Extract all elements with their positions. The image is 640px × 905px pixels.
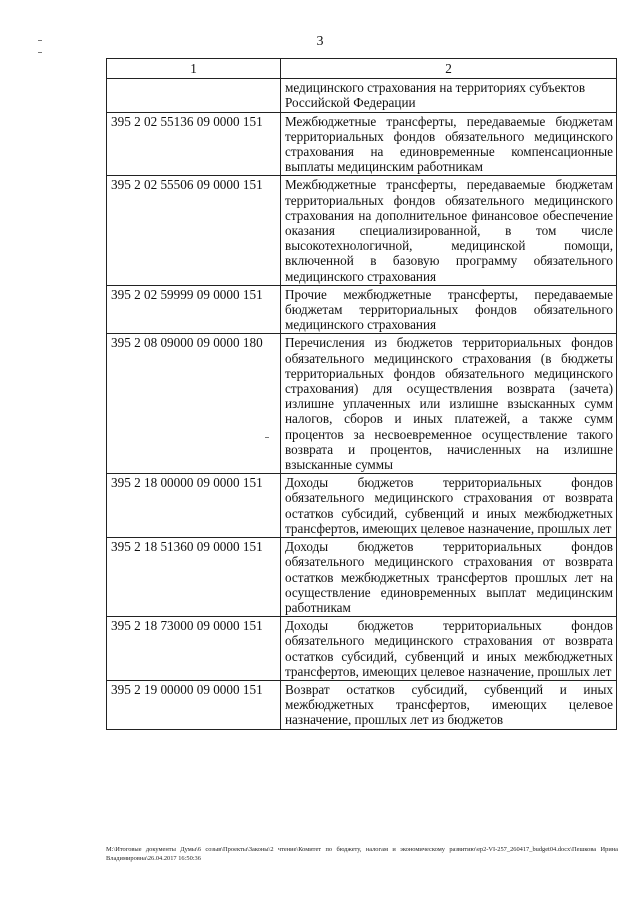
- budget-code: 395 2 19 00000 09 0000 151: [107, 680, 281, 729]
- budget-description: медицинского страхования на территориях субъектов Российской Федерации: [281, 79, 617, 112]
- budget-code: 395 2 02 55136 09 0000 151: [107, 112, 281, 176]
- table-row: [107, 680, 617, 729]
- budget-code: [107, 79, 281, 112]
- budget-code: 395 2 08 09000 09 0000 180: [107, 334, 281, 474]
- table-row: [107, 538, 617, 617]
- column-header-1: 1: [107, 59, 281, 79]
- budget-description: Доходы бюджетов территориальных фондов обязательного медицинского страхования от возврата остатков субсидий, субвенций и иных межбюджетных трансфертов, имеющих целевое назначение, прошлых лет: [281, 474, 617, 538]
- table-row: [107, 285, 617, 334]
- scan-mark: [38, 40, 42, 41]
- budget-codes-table: [106, 58, 617, 730]
- budget-description: Доходы бюджетов территориальных фондов обязательного медицинского страхования от возврата остатков межбюджетных трансфертов прошлых лет на осуществление единовременных выплат медицинским работникам: [281, 538, 617, 617]
- table-row: [107, 176, 617, 285]
- budget-code: 395 2 02 59999 09 0000 151: [107, 285, 281, 334]
- scan-mark: [38, 52, 42, 53]
- budget-description: Прочие межбюджетные трансферты, передаваемые бюджетам территориальных фондов обязательного медицинского страхования: [281, 285, 617, 334]
- budget-code: 395 2 18 00000 09 0000 151: [107, 474, 281, 538]
- table-row: [107, 617, 617, 681]
- budget-description: Межбюджетные трансферты, передаваемые бюджетам территориальных фондов обязательного медицинского страхования на дополнительное финансовое обеспечение оказания специализированной, в том числе высокотехнологичной, медицинской помощи, включенной в базовую программу обязательного медицинского страхования: [281, 176, 617, 285]
- page-number: 3: [316, 34, 324, 49]
- table-row: [107, 334, 617, 474]
- document-path-footer: М:\Итоговые документы Думы\6 созыв\Проекты\Законы\2 чтение\Комитет по бюджету, налогам и экономическому развитию\ер2-VI-257_260417_budget04.docx\Пешкова Ирина Владимировна\26.04.2017 16:50:36: [106, 846, 618, 862]
- budget-description: Доходы бюджетов территориальных фондов обязательного медицинского страхования от возврата остатков субсидий, субвенций и иных межбюджетных трансфертов, имеющих целевое назначение, прошлых лет: [281, 617, 617, 681]
- table-row: [107, 112, 617, 176]
- budget-description: Возврат остатков субсидий, субвенций и иных межбюджетных трансфертов, имеющих целевое назначение, прошлых лет из бюджетов: [281, 680, 617, 729]
- table-row: [107, 474, 617, 538]
- budget-code: 395 2 02 55506 09 0000 151: [107, 176, 281, 285]
- column-header-2: 2: [281, 59, 617, 79]
- table-row: [107, 79, 617, 112]
- budget-description: Межбюджетные трансферты, передаваемые бюджетам территориальных фондов обязательного медицинского страхования на единовременные компенсационные выплаты медицинским работникам: [281, 112, 617, 176]
- budget-description: Перечисления из бюджетов территориальных фондов обязательного медицинского страхования (в бюджеты территориальных фондов обязательного медицинского страхования) для осуществления возврата (зачета) излишне уплаченных или излишне взысканных сумм налогов, сборов и иных платежей, а также сумм процентов за несвоевременное осуществление такого возврата и процентов, начисленных на излишне взысканные суммы: [281, 334, 617, 474]
- budget-code: 395 2 18 51360 09 0000 151: [107, 538, 281, 617]
- table-header-row: [107, 59, 617, 79]
- budget-code: 395 2 18 73000 09 0000 151: [107, 617, 281, 681]
